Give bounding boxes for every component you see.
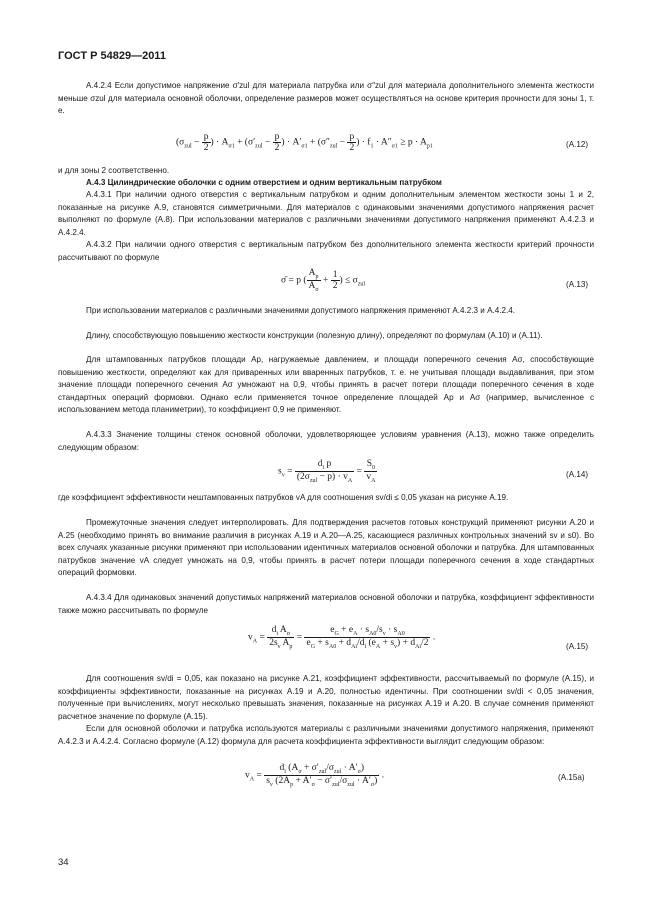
section-heading-a43: А.4.3 Цилиндрические оболочки с одним отверстием и одним вертикальным патрубком bbox=[86, 178, 442, 187]
paragraph-a433: А.4.3.3 Значение толщины стенок основной оболочки, удовлетворяющее условиям уравнения (А.13), можно также определить следующим образом: bbox=[58, 430, 594, 452]
equation-a13: σ̄ = p ( $\frac{A_p}{A_\sigma}$ + $\frac{1}{2}$ ) ≤ $\sigma_{zul}$ bbox=[281, 268, 366, 293]
paragraph-zone2: и для зоны 2 соответственно. bbox=[58, 166, 170, 175]
paragraph-a424: А.4.2.4 Если допустимое напряжение σ′zul для материала патрубка или σ″zul для материала дополнительного элемента жесткости меньше σzul для материала основной оболочки, определение размеров может осуществляться на основе критерия прочности для зоны 1, т. е. bbox=[58, 81, 594, 116]
paragraph-materials: При использовании материалов с различными значениями допустимого напряжения применяют А.4.2.3 и А.4.2.4. bbox=[86, 306, 515, 315]
paragraph-length: Длину, способствующую повышению жесткости конструкции (полезную длину), определяют по формулам (А.10) и (А.11). bbox=[86, 331, 543, 340]
equation-number-a13: (А.13) bbox=[566, 280, 589, 289]
paragraph-coefficient: где коэффициент эффективности нештампованных патрубков vA для соотношения sv/di ≤ 0,05 указан на рисунке А.19. bbox=[58, 493, 509, 502]
paragraph-different-materials: Если для основной оболочки и патрубка используются материалы с различными значениями допустимого напряжения, применяют А.4.2.3 и А.4.2.4. Согласно формуле (А.12) формула для расчета коэффициента эффективности выглядит следующим образом: bbox=[58, 724, 594, 746]
equation-number-a14: (А.14) bbox=[566, 470, 589, 479]
paragraph-a432: А.4.3.2 При наличии одного отверстия с вертикальным патрубком без дополнительного элемента жесткости критерий прочности рассчитывают по формуле bbox=[58, 240, 594, 262]
equation-a15: $v_A$ = $\frac{d_i A_\sigma}{2s_v A_p}$ = $\frac{e_G + e_A \cdot s_{A0}/s_v \cdot s_{A0}}{e_G + s_{A0} + d_{Ai}/d_i (e_A + s_v) + d_{Ai}/2}$ . bbox=[248, 625, 436, 650]
paragraph-interpolate: Промежуточные значения следует интерполировать. Для подтверждения расчетов готовых конструкций применяют рисунки А.20 и А.25 (необходимо принять во внимание различия в рисунках А.19 и А.20—А.25, касающиеся различных контрольных значений sv и s0). Во всех случаях указанные рисунки применяют при использовании идентичных материалов основной оболочки и патрубка. Для штампованных патрубков значение vA следует умножать на 0,9, чтобы принять в расчет потери площади поперечного сечения в ходе стандартных операций формовки. bbox=[58, 518, 594, 578]
equation-number-a15a: (А.15а) bbox=[558, 773, 585, 782]
paragraph-ratio: Для соотношения sv/di = 0,05, как показано на рисунке А.21, коэффициент эффективности, рассчитываемый по формуле (А.15), и коэффициенты эффективности, показанные на рисунках А.19 и А.20, полностью идентичны. При соотношении sv/di < 0,05 значения, полученные при вычислениях, могут несколько превышать значения, показанные на рисунках А.19 и А.20. В случае сомнения применяют расчетное значение по формуле (А.15). bbox=[58, 674, 594, 721]
equation-a14: $s_v$ = $\frac{d_i p}{(2\sigma_{zul} - p) \cdot v_A}$ = $\frac{S_0}{v_A}$ bbox=[278, 459, 376, 484]
standard-header: ГОСТ Р 54829—2011 bbox=[58, 50, 166, 62]
paragraph-a434: А.4.3.4 Для одинаковых значений допустимых напряжений материалов основной оболочки и патрубка, коэффициент эффективности также можно рассчитывать по формуле bbox=[58, 593, 594, 615]
equation-number-a15: (А.15) bbox=[566, 642, 589, 651]
equation-number-a12: (А.12) bbox=[566, 140, 589, 149]
equation-a12: ($\sigma_{zul}$ − $\frac{p}{2}$ ) · $A_{\sigma 1} + (\sigma'_{zul}$ − $\frac{p}{2}$ ) · $A'_{\sigma 1} + (\sigma''_{zul}$ − $\frac{p}{2}$ ) · $f_1 \cdot A''_{\sigma 1} \ge p \cdot A_{p1}$ bbox=[176, 132, 433, 153]
paragraph-stamped: Для штампованных патрубков площади Ap, нагружаемые давлением, и площади поперечного сечения Aσ, способствующие повышению жесткости, определяют как для приваренных или вваренных патрубков, т. е. не учитывая площади выдавливания, при этом значение площади поперечного сечения Aσ умножают на 0,9, чтобы принять в расчет потери площади поперечного сечения в ходе стандартных операций формовки. Однако если применяется точное определение площадей Ap и Aσ (например, вычисленное с использованием метода планиметрии), то коэффициент 0,9 не применяют. bbox=[58, 355, 594, 415]
equation-a15a: $v_A$ = $\frac{d_i (A_\sigma + \sigma'_{zul}/\sigma_{zul} \cdot A'_\sigma)}{s_v (2A_p + A'_\sigma - \sigma'_{zul}/\sigma_{zul} \cdot A'_\sigma)}$ . bbox=[245, 763, 385, 788]
page-number: 34 bbox=[58, 857, 69, 868]
paragraph-a431: А.4.3.1 При наличии одного отверстия с вертикальным патрубком и одним дополнительным элементом жесткости зоны 1 и 2, показанные на рисунке А.9, становятся симметричными. Для материалов с одинаковыми значениями допустимого напряжения расчет выполняют по формуле (А.8). При использовании материалов с различными значениями допустимого напряжения применяют А.4.2.3 и А.4.2.4. bbox=[58, 190, 594, 237]
